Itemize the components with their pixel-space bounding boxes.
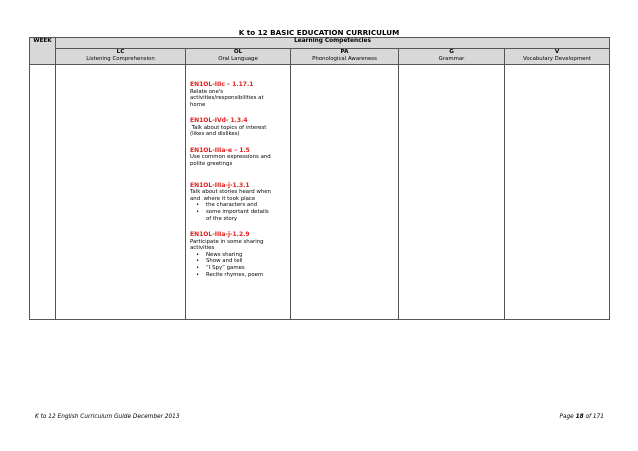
column-code: OL xyxy=(233,49,243,55)
competency-code: EN1OL-IIIa-e – 1.5 xyxy=(190,146,250,154)
column-name: Phonological Awareness xyxy=(312,55,377,62)
document-title: K to 12 BASIC EDUCATION CURRICULUM xyxy=(238,28,400,37)
competency-text: Talk about topics of interest xyxy=(190,124,267,131)
competency-item xyxy=(190,117,286,138)
competency-text: (likes and dislikes) xyxy=(190,131,240,138)
competency-code: EN1OL-IIIc – 1.17.1 xyxy=(190,81,254,88)
competency-text: activities xyxy=(190,245,215,252)
column-code: G xyxy=(449,49,454,55)
lc-cell xyxy=(56,65,186,320)
column-name: Listening Comprehension xyxy=(86,55,155,62)
column-code: V xyxy=(554,49,560,55)
footer-guide-title: K to 12 English Curriculum Guide December 2013 xyxy=(35,414,180,420)
week-header: WEEK xyxy=(30,38,56,65)
competency-code: EN1OL-IVd- 1.3.4 xyxy=(190,117,248,125)
curriculum-table xyxy=(29,37,610,320)
pa-cell xyxy=(291,65,399,320)
competency-item xyxy=(190,231,286,278)
learning-competencies-header: Learning Competencies xyxy=(56,38,610,49)
competency-text: Participate in some sharing xyxy=(190,238,264,245)
competency-code: EN1OL-IIIa-j-1.3.1 xyxy=(190,181,250,189)
bullet-item: • the characters and xyxy=(206,202,286,209)
competency-item xyxy=(190,182,286,222)
column-header-g xyxy=(399,49,505,65)
column-name: Oral Language xyxy=(218,55,258,62)
competency-text: and where it took place xyxy=(190,195,256,202)
column-code: LC xyxy=(116,49,125,55)
competency-text: Talk about stories heard when xyxy=(190,189,271,196)
bullet-item: • Show and tell xyxy=(206,258,286,265)
column-name: Grammar xyxy=(438,55,465,62)
competency-item xyxy=(190,147,286,168)
competency-item xyxy=(190,81,286,108)
column-header-pa xyxy=(291,49,399,65)
competency-text: polite greetings xyxy=(190,161,233,168)
competency-code: EN1OL-IIIa-j-1.2.9 xyxy=(190,231,250,239)
page-prefix: Page xyxy=(559,414,576,420)
competency-text: activities/responsibilities at xyxy=(190,95,264,102)
bullet-item: • Recite rhymes, poem xyxy=(206,272,286,279)
competency-text: Use common expressions and xyxy=(190,154,271,161)
column-name: Vocabulary Development xyxy=(523,55,591,62)
week-cell xyxy=(30,65,56,320)
column-header-v xyxy=(505,49,610,65)
current-page: 18 xyxy=(575,414,584,420)
bullet-item: of the story xyxy=(206,215,238,222)
bullet-item: • News sharing xyxy=(206,252,286,259)
page-suffix: of 171 xyxy=(583,414,604,420)
column-header-ol xyxy=(186,49,291,65)
ol-cell xyxy=(186,65,291,320)
competency-text: Relate one's xyxy=(190,88,224,95)
competency-text: home xyxy=(190,101,206,108)
v-cell xyxy=(505,65,610,320)
bullet-item: • some important details xyxy=(206,209,286,216)
footer-page-number xyxy=(559,414,604,420)
bullet-list xyxy=(190,202,286,222)
g-cell xyxy=(399,65,505,320)
bullet-list xyxy=(190,252,286,278)
bullet-item: • “I Spy” games xyxy=(206,265,286,272)
column-header-lc xyxy=(56,49,186,65)
column-code: PA xyxy=(340,49,349,55)
